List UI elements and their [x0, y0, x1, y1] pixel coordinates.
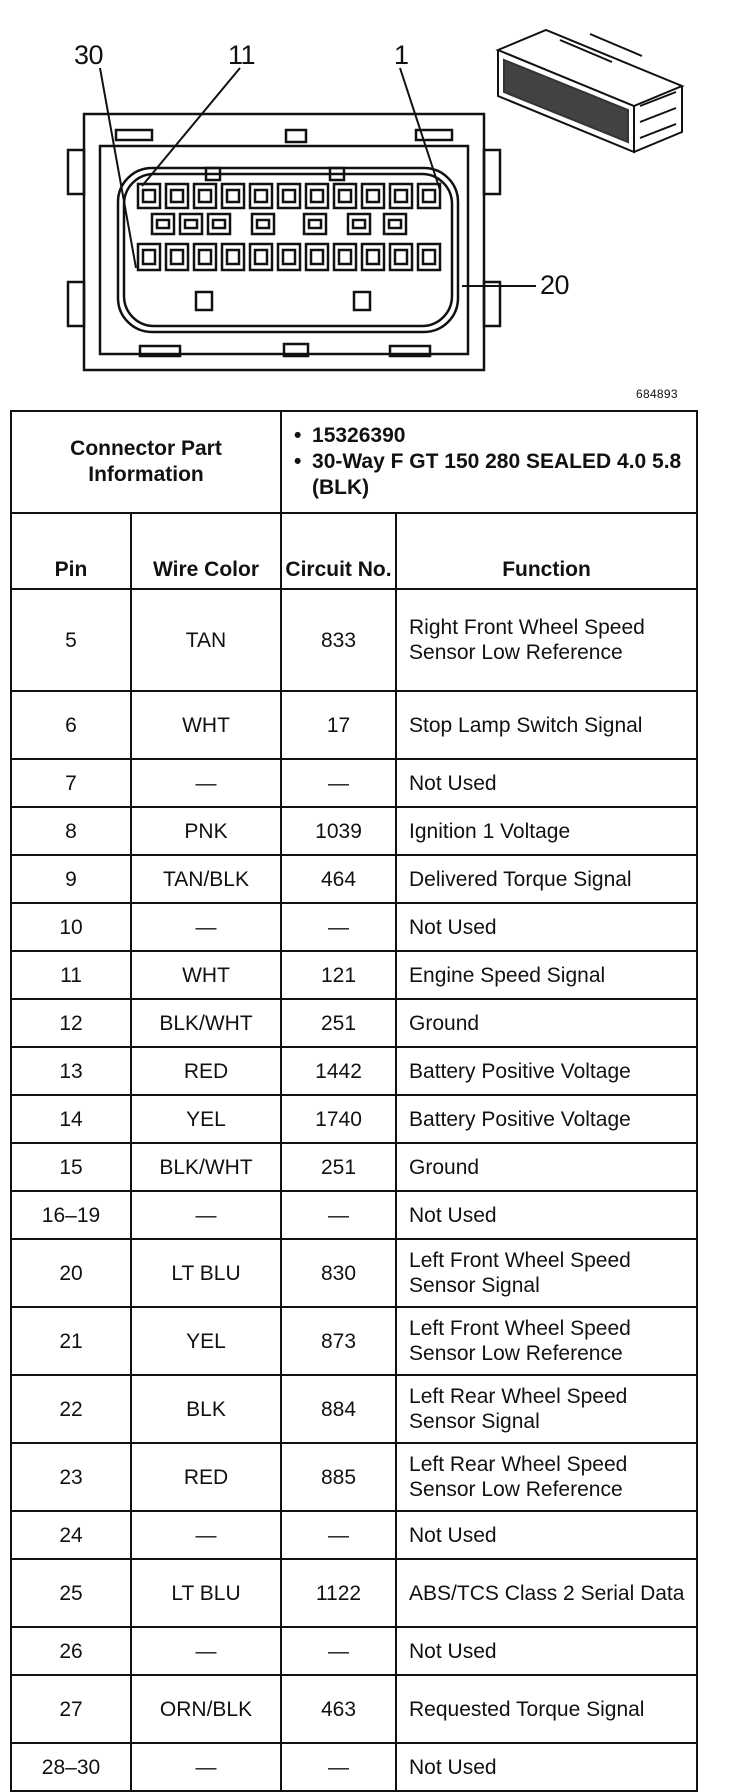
pin-cavity — [222, 184, 244, 208]
function-cell: Left Front Wheel Speed Sensor Signal — [396, 1239, 697, 1307]
function-cell: Ignition 1 Voltage — [396, 807, 697, 855]
function-cell: Engine Speed Signal — [396, 951, 697, 999]
wire-color-cell: BLK — [131, 1375, 281, 1443]
pin-cavity — [194, 244, 216, 270]
pin-cavity — [250, 244, 272, 270]
wire-color-cell: — — [131, 759, 281, 807]
table-row — [11, 1047, 697, 1095]
function-cell: Delivered Torque Signal — [396, 855, 697, 903]
pin-cell: 6 — [11, 691, 131, 759]
pin-cell: 28–30 — [11, 1743, 131, 1791]
function-cell: Left Rear Wheel Speed Sensor Low Reference — [396, 1443, 697, 1511]
table-row — [11, 951, 697, 999]
wire-color-cell: LT BLU — [131, 1239, 281, 1307]
col-header-pin: Pin — [11, 513, 131, 589]
pin-cavity — [390, 244, 412, 270]
pin-cavity — [304, 214, 326, 234]
pin-cavity — [138, 244, 160, 270]
pin-cavity-inner — [339, 190, 351, 202]
pin-cavity — [278, 184, 300, 208]
pin-cavity-inner — [395, 190, 407, 202]
pin-cavity-inner — [143, 250, 155, 264]
pin-cavity — [418, 244, 440, 270]
connector-diagram — [0, 0, 736, 400]
wire-color-cell: RED — [131, 1047, 281, 1095]
pin-cavity-inner — [255, 250, 267, 264]
table-row — [11, 1511, 697, 1559]
pin-cavity-inner — [311, 190, 323, 202]
pin-cavity — [138, 184, 160, 208]
circuit-cell: 1122 — [281, 1559, 396, 1627]
circuit-cell: 463 — [281, 1675, 396, 1743]
part-number: • 15326390 — [294, 423, 696, 449]
pin-cell: 11 — [11, 951, 131, 999]
pin-cell: 13 — [11, 1047, 131, 1095]
circuit-cell: 885 — [281, 1443, 396, 1511]
wire-color-cell: TAN — [131, 589, 281, 691]
wire-color-cell: YEL — [131, 1095, 281, 1143]
pin-cell: 12 — [11, 999, 131, 1047]
pinout-table — [10, 410, 698, 1792]
pin-cell: 23 — [11, 1443, 131, 1511]
pin-cavity — [334, 184, 356, 208]
function-cell: Not Used — [396, 903, 697, 951]
circuit-cell: 1039 — [281, 807, 396, 855]
pin-30-label: 30 — [74, 40, 104, 70]
table-row — [11, 1559, 697, 1627]
pin-cavity — [252, 214, 274, 234]
circuit-cell: 121 — [281, 951, 396, 999]
circuit-cell: — — [281, 1743, 396, 1791]
table-row — [11, 1675, 697, 1743]
table-row — [11, 1375, 697, 1443]
connector-iso-view — [498, 30, 682, 152]
function-cell: Not Used — [396, 1511, 697, 1559]
wire-color-cell: ORN/BLK — [131, 1675, 281, 1743]
table-row — [11, 1627, 697, 1675]
circuit-cell: 251 — [281, 1143, 396, 1191]
pin-cell: 5 — [11, 589, 131, 691]
connector-info-label: Connector Part Information — [11, 411, 281, 513]
function-cell: Battery Positive Voltage — [396, 1095, 697, 1143]
pin-cell: 14 — [11, 1095, 131, 1143]
pin-cell: 20 — [11, 1239, 131, 1307]
pin-cavity-inner — [423, 190, 435, 202]
pin-cavity-inner — [367, 250, 379, 264]
pin-cavity-inner — [255, 190, 267, 202]
circuit-cell: — — [281, 903, 396, 951]
pin-cavity — [208, 214, 230, 234]
pin-cavity-inner — [227, 190, 239, 202]
pin-cavity-inner — [257, 220, 269, 228]
col-header-wire-color: Wire Color — [131, 513, 281, 589]
pin-cavity-inner — [199, 190, 211, 202]
wire-color-cell: WHT — [131, 951, 281, 999]
pin-1-label: 1 — [394, 40, 409, 70]
table-row — [11, 691, 697, 759]
function-cell: Not Used — [396, 759, 697, 807]
table-row — [11, 1239, 697, 1307]
pin-cavity-inner — [283, 190, 295, 202]
circuit-cell: 17 — [281, 691, 396, 759]
figure-id: 684893 — [636, 387, 678, 401]
pin-cavity-inner — [311, 250, 323, 264]
circuit-cell: — — [281, 759, 396, 807]
pin-cavity — [334, 244, 356, 270]
connector-face-drawing — [0, 0, 736, 400]
pin-cavity-inner — [339, 250, 351, 264]
wire-color-cell: — — [131, 1627, 281, 1675]
col-header-circuit-no: Circuit No. — [281, 513, 396, 589]
connector-info-row — [11, 411, 697, 513]
pin-cell: 15 — [11, 1143, 131, 1191]
function-cell: ABS/TCS Class 2 Serial Data — [396, 1559, 697, 1627]
pin-cavity — [390, 184, 412, 208]
table-row — [11, 999, 697, 1047]
pin-cavity-inner — [157, 220, 169, 228]
pin-cavity — [362, 184, 384, 208]
circuit-cell: — — [281, 1191, 396, 1239]
function-cell: Left Rear Wheel Speed Sensor Signal — [396, 1375, 697, 1443]
pin-cell: 21 — [11, 1307, 131, 1375]
wire-color-cell: WHT — [131, 691, 281, 759]
function-cell: Not Used — [396, 1743, 697, 1791]
function-cell: Not Used — [396, 1191, 697, 1239]
table-row — [11, 903, 697, 951]
connector-info-values — [281, 411, 697, 513]
pin-cavity-inner — [185, 220, 197, 228]
function-cell: Battery Positive Voltage — [396, 1047, 697, 1095]
pin-cavity — [306, 184, 328, 208]
pin-cavity-inner — [143, 190, 155, 202]
wire-color-cell: YEL — [131, 1307, 281, 1375]
wire-color-cell: — — [131, 1511, 281, 1559]
function-cell: Ground — [396, 999, 697, 1047]
wire-color-cell: BLK/WHT — [131, 999, 281, 1047]
circuit-cell: — — [281, 1627, 396, 1675]
connector-description: • 30-Way F GT 150 280 SEALED 4.0 5.8 (BLK) — [294, 449, 696, 501]
pin-cavity — [222, 244, 244, 270]
pin-cavity — [306, 244, 328, 270]
table-row — [11, 1095, 697, 1143]
pin-cell: 7 — [11, 759, 131, 807]
pin-cavity — [418, 184, 440, 208]
wire-color-cell: PNK — [131, 807, 281, 855]
pin-cell: 16–19 — [11, 1191, 131, 1239]
pin-cavity-inner — [395, 250, 407, 264]
pin-cavity-inner — [171, 250, 183, 264]
table-row — [11, 1191, 697, 1239]
table-row — [11, 1143, 697, 1191]
function-cell: Right Front Wheel Speed Sensor Low Reference — [396, 589, 697, 691]
column-header-row — [11, 513, 697, 589]
pin-cavity-inner — [171, 190, 183, 202]
wire-color-cell: — — [131, 903, 281, 951]
circuit-cell: 464 — [281, 855, 396, 903]
circuit-cell: 873 — [281, 1307, 396, 1375]
wire-color-cell: — — [131, 1743, 281, 1791]
pin-cavity-inner — [309, 220, 321, 228]
col-header-function: Function — [396, 513, 697, 589]
pin-cavity — [166, 184, 188, 208]
pin-cell: 26 — [11, 1627, 131, 1675]
function-cell: Not Used — [396, 1627, 697, 1675]
circuit-cell: 884 — [281, 1375, 396, 1443]
table-row — [11, 855, 697, 903]
table-row — [11, 759, 697, 807]
pin-cavity — [384, 214, 406, 234]
circuit-cell: 1740 — [281, 1095, 396, 1143]
pin-cavity — [362, 244, 384, 270]
pin-cavity-inner — [199, 250, 211, 264]
circuit-cell: 833 — [281, 589, 396, 691]
pin-cell: 8 — [11, 807, 131, 855]
pin-cavity — [194, 184, 216, 208]
function-cell: Stop Lamp Switch Signal — [396, 691, 697, 759]
pin-cavity — [166, 244, 188, 270]
table-row — [11, 1743, 697, 1791]
circuit-cell: 251 — [281, 999, 396, 1047]
wire-color-cell: — — [131, 1191, 281, 1239]
function-cell: Requested Torque Signal — [396, 1675, 697, 1743]
pin-cell: 22 — [11, 1375, 131, 1443]
wire-color-cell: BLK/WHT — [131, 1143, 281, 1191]
pin-cell: 25 — [11, 1559, 131, 1627]
pin-cell: 24 — [11, 1511, 131, 1559]
wire-color-cell: RED — [131, 1443, 281, 1511]
circuit-cell: — — [281, 1511, 396, 1559]
pin-cavity-inner — [283, 250, 295, 264]
pin-cavity-inner — [213, 220, 225, 228]
pin-cavity — [180, 214, 202, 234]
pin-cavity — [152, 214, 174, 234]
pin-cavity-inner — [423, 250, 435, 264]
pin-cavity — [250, 184, 272, 208]
table-row — [11, 807, 697, 855]
table-row — [11, 1307, 697, 1375]
circuit-cell: 1442 — [281, 1047, 396, 1095]
pin-cavity-inner — [353, 220, 365, 228]
table-row — [11, 589, 697, 691]
pin-cavity-inner — [367, 190, 379, 202]
pin-cell: 10 — [11, 903, 131, 951]
pin-cell: 9 — [11, 855, 131, 903]
pin-cavity-inner — [389, 220, 401, 228]
pin-rows — [11, 589, 697, 1791]
circuit-cell: 830 — [281, 1239, 396, 1307]
pin-cavity — [278, 244, 300, 270]
pin-cavity — [348, 214, 370, 234]
pin-11-label: 11 — [228, 40, 256, 70]
wire-color-cell: LT BLU — [131, 1559, 281, 1627]
function-cell: Ground — [396, 1143, 697, 1191]
table-row — [11, 1443, 697, 1511]
function-cell: Left Front Wheel Speed Sensor Low Reference — [396, 1307, 697, 1375]
pin-20-label: 20 — [540, 270, 570, 300]
pin-cell: 27 — [11, 1675, 131, 1743]
pin-cavity-inner — [227, 250, 239, 264]
wire-color-cell: TAN/BLK — [131, 855, 281, 903]
